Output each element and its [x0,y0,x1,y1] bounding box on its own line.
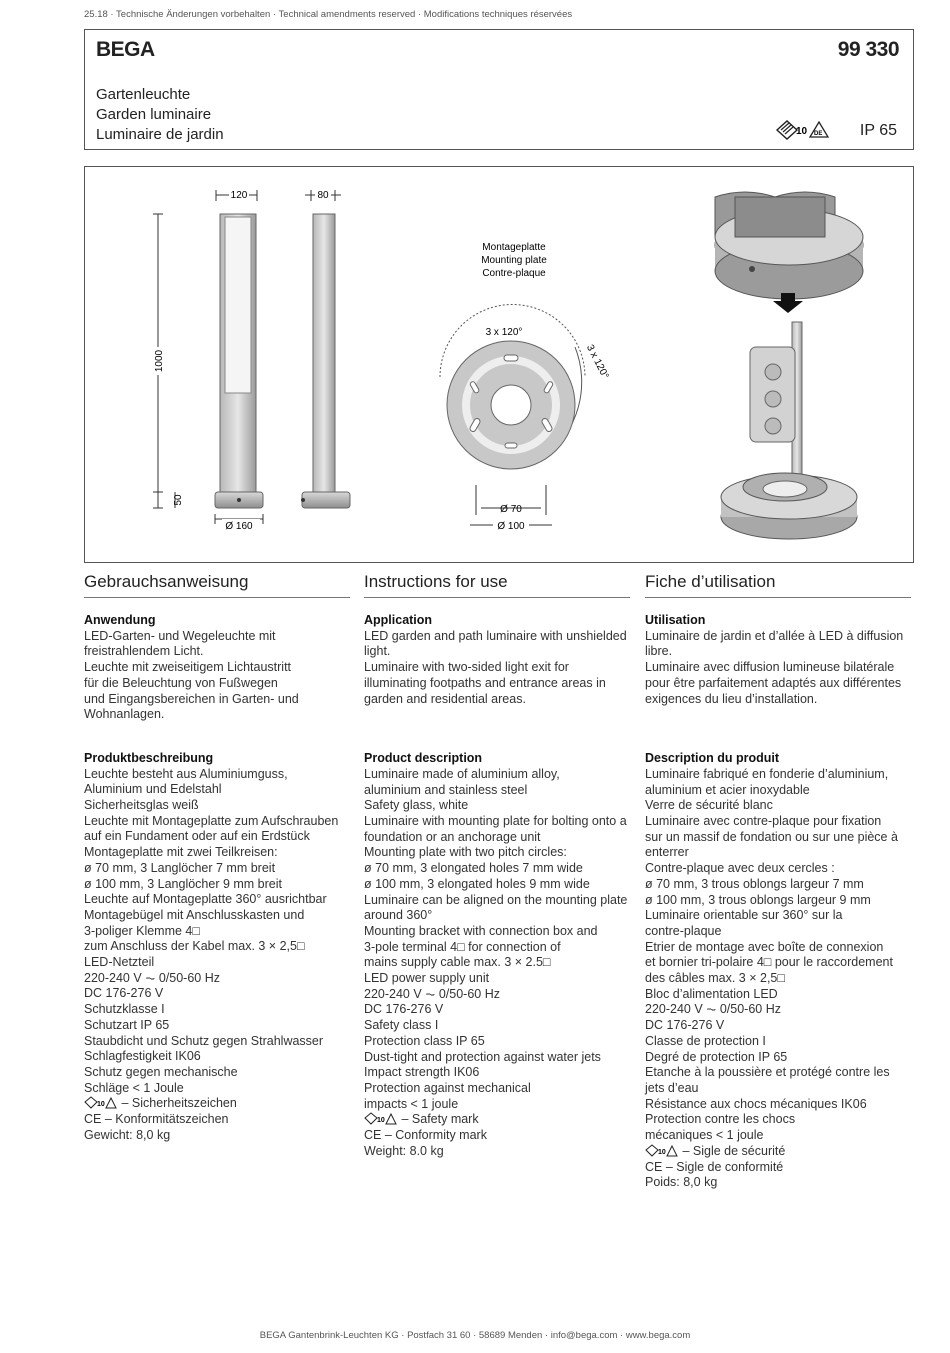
text-line: 220-240 V ⏦ 0/50-60 Hz [84,970,220,985]
svg-text:DE: DE [814,131,823,137]
text-line: Bloc d’alimentation LED [645,986,778,1001]
text-line: mécaniques < 1 joule [645,1128,764,1143]
text-line: exigences du lieu d’installation. [645,691,818,706]
heading-de: Gebrauchsanweisung [84,572,350,598]
section-application-de [84,613,350,723]
product-header [84,29,914,150]
text-line: Protection against mechanical [364,1080,531,1095]
section-application-en [364,613,630,707]
text-line: ø 70 mm, 3 elongated holes 7 mm wide [364,861,583,876]
text-line: LED power supply unit [364,971,490,986]
text-line: Luminaire avec contre-plaque pour fixation [645,814,882,829]
text-line: Gewicht: 8,0 kg [84,1127,171,1142]
text-line: ø 100 mm, 3 Langlöcher 9 mm breit [84,876,282,891]
heading-en: Instructions for use [364,572,630,598]
article-number: 99 330 [837,38,899,61]
text-line: zum Anschluss der Kabel max. 3 × 2,5□ [84,939,305,954]
text-line: Leuchte besteht aus Aluminiumguss, [84,766,288,781]
text-line: Schläge < 1 Joule [84,1080,184,1095]
text-line: Classe de protection I [645,1033,766,1048]
revision-notice: 25.18 · Technische Änderungen vorbehalten · Technical amendments reserved · Modifications techniques réservées [84,9,573,20]
text-line: ø 100 mm, 3 elongated holes 9 mm wide [364,876,590,891]
text-line: jets d’eau [645,1080,699,1095]
text-line: Leuchte auf Montageplatte 360° ausrichtbar [84,892,327,907]
column-en [364,572,630,1160]
text-line: Mounting plate with two pitch circles: [364,845,567,860]
plate-label-de: Montageplatte [482,242,546,253]
dim-depth: 80 [317,190,329,201]
text-line: Montageplatte mit zwei Teilkreisen: [84,845,278,860]
text-line: ø 70 mm, 3 trous oblongs largeur 7 mm [645,876,864,891]
dim-width: 120 [230,190,248,201]
text-line: Sicherheitsglas weiß [84,798,199,813]
text-line: Staubdicht und Schutz gegen Strahlwasser [84,1033,324,1048]
text-line: Mounting bracket with connection box and [364,923,598,938]
text-line: freistrahlendem Licht. [84,644,204,659]
text-line: Résistance aux chocs mécaniques IK06 [645,1096,867,1111]
text-line: 220-240 V ⏦ 0/50-60 Hz [645,1002,781,1017]
text-line: Etanche à la poussière et protégé contre les [645,1065,890,1080]
section-description-en [364,751,630,1159]
text-line: Aluminium und Edelstahl [84,782,222,797]
text-line: Weight: 8.0 kg [364,1143,444,1158]
exploded-view [715,192,863,539]
text-line: light. [364,644,391,659]
text-line: Protection class IP 65 [364,1033,485,1048]
text-line: et bornier tri-polaire 4□ pour le raccordement [645,955,893,970]
text-line: Luminaire orientable sur 360° sur la [645,908,843,923]
text-line: DC 176-276 V [364,1002,444,1017]
text-line: Contre-plaque avec deux cercles : [645,861,835,876]
dim-inner: Ø 70 [500,504,522,515]
heading-fr: Fiche d’utilisation [645,572,911,598]
section-title: Description du produit [645,751,780,766]
text-line: Safety glass, white [364,798,469,813]
footer-address: BEGA Gantenbrink-Leuchten KG · Postfach 31 60 · 58689 Menden · info@bega.com · www.bega.com [259,1330,691,1341]
dim-base-height: 50 [173,494,184,506]
product-titles [96,85,224,145]
text-line: enterrer [645,845,689,860]
text-line: LED-Netzteil [84,955,155,970]
text-line: Montagebügel mit Anschlusskasten und [84,907,305,922]
column-fr [645,572,911,1191]
text-line: Luminaire with two-sided light exit for [364,660,569,675]
text-line: mains supply cable max. 3 × 2.5□ [364,955,551,970]
text-line: pour être parfaitement adaptés aux différentes [645,675,902,690]
text-line: 3-pole terminal 4□ for connection of [364,939,561,954]
section-title: Produktbeschreibung [84,750,214,765]
text-line: für die Beleuchtung von Fußwegen [84,675,278,690]
plate-label-en: Mounting plate [481,255,547,266]
text-line: ø 70 mm, 3 Langlöcher 7 mm breit [84,860,276,875]
text-line: aluminium et acier inoxydable [645,782,810,797]
ip-rating: IP 65 [859,122,897,139]
text-line: Verre de sécurité blanc [645,798,773,813]
text-line: Schutzart IP 65 [84,1017,170,1032]
column-de [84,572,350,1144]
text-line: Leuchte mit zweiseitigem Lichtaustritt [84,660,292,675]
text-line: illuminating footpaths and entrance areas in [364,675,606,690]
safety-mark-line: 10 – Safety mark [364,1112,630,1128]
text-line: foundation or an anchorage unit [364,829,541,844]
text-line: Safety class I [364,1018,439,1033]
section-title: Application [364,613,433,627]
text-line: garden and residential areas. [364,691,526,706]
text-line: Schlagfestigkeit IK06 [84,1049,201,1064]
text-line: Dust-tight and protection against water jets [364,1049,601,1064]
text-line: contre-plaque [645,923,722,938]
text-line: Leuchte mit Montageplatte zum Aufschrauben [84,813,339,828]
section-description-de [84,751,350,1144]
text-line: Poids: 8,0 kg [645,1175,718,1190]
text-line: 220-240 V ⏦ 0/50-60 Hz [364,986,500,1001]
text-line: CE – Sigle de conformité [645,1159,784,1174]
safety-mark-icon [645,1144,679,1157]
mounting-plate-view [440,242,610,532]
section-title: Utilisation [645,613,706,627]
title-de: Gartenleuchte [96,86,191,103]
text-line: und Eingangsbereichen in Garten- und [84,691,299,706]
text-line: DC 176-276 V [645,1018,725,1033]
drawing-svg [85,167,915,564]
text-line: Schutzklasse I [84,1002,165,1017]
text-line: libre. [645,644,673,659]
text-line: Luminaire fabriqué en fonderie d’aluminium, [645,766,889,781]
safety-mark-line: 10 – Sicherheitszeichen [84,1096,350,1112]
safety-mark-icon [364,1112,398,1125]
text-line: auf ein Fundament oder auf ein Erdstück [84,829,310,844]
section-description-fr [645,751,911,1191]
text-line: Luminaire with mounting plate for bolting onto a [364,814,627,829]
text-line: impacts < 1 joule [364,1096,459,1111]
section-title: Anwendung [84,613,156,627]
text-line: around 360° [364,908,433,923]
pitch-top: 3 x 120° [485,327,523,338]
text-line: sur un massif de fondation ou sur une pièce à [645,829,898,844]
safety-mark-line: 10 – Sigle de sécurité [645,1144,911,1160]
title-fr: Luminaire de jardin [96,126,224,143]
dim-outer: Ø 100 [497,521,525,532]
svg-text:10: 10 [377,1117,385,1125]
text-line: DC 176-276 V [84,986,164,1001]
safety-mark-icon [84,1096,118,1109]
text-line: 3-poliger Klemme 4□ [84,923,200,938]
plate-label-fr: Contre-plaque [482,268,546,279]
text-line: Protection contre les chocs [645,1112,796,1127]
text-line: des câbles max. 3 × 2,5□ [645,971,785,986]
text-line: CE – Konformitätszeichen [84,1112,229,1127]
text-line: LED garden and path luminaire with unshielded [364,628,627,643]
pitch-right: 3 x 120° [583,342,611,381]
side-view [301,187,350,508]
text-line: ø 100 mm, 3 trous oblongs largeur 9 mm [645,892,871,907]
front-view [151,187,263,532]
text-line: Wohnanlagen. [84,707,165,722]
text-line: LED-Garten- und Wegeleuchte mit [84,628,276,643]
section-title: Product description [364,751,483,766]
section-application-fr [645,613,911,707]
dim-height: 1000 [154,349,165,373]
safety-mark-icon [775,119,835,141]
text-line: Luminaire de jardin et d’allée à LED à diffusion [645,628,904,643]
text-line: Luminaire avec diffusion lumineuse bilatérale [645,660,895,675]
text-line: CE – Conformity mark [364,1128,487,1143]
brand-logo: BEGA [96,38,155,61]
text-line: Luminaire can be aligned on the mounting plate [364,892,628,907]
text-line: Luminaire made of aluminium alloy, [364,766,560,781]
text-line: Impact strength IK06 [364,1065,480,1080]
technical-drawing [84,166,914,563]
dim-base-diameter: Ø 160 [225,521,253,532]
text-line: Etrier de montage avec boîte de connexion [645,939,884,954]
text-line: aluminium and stainless steel [364,782,528,797]
svg-text:10: 10 [796,126,808,137]
svg-text:10: 10 [97,1101,105,1109]
svg-text:10: 10 [658,1148,666,1156]
title-en: Garden luminaire [96,106,212,123]
text-line: Schutz gegen mechanische [84,1064,238,1079]
text-line: Degré de protection IP 65 [645,1049,788,1064]
